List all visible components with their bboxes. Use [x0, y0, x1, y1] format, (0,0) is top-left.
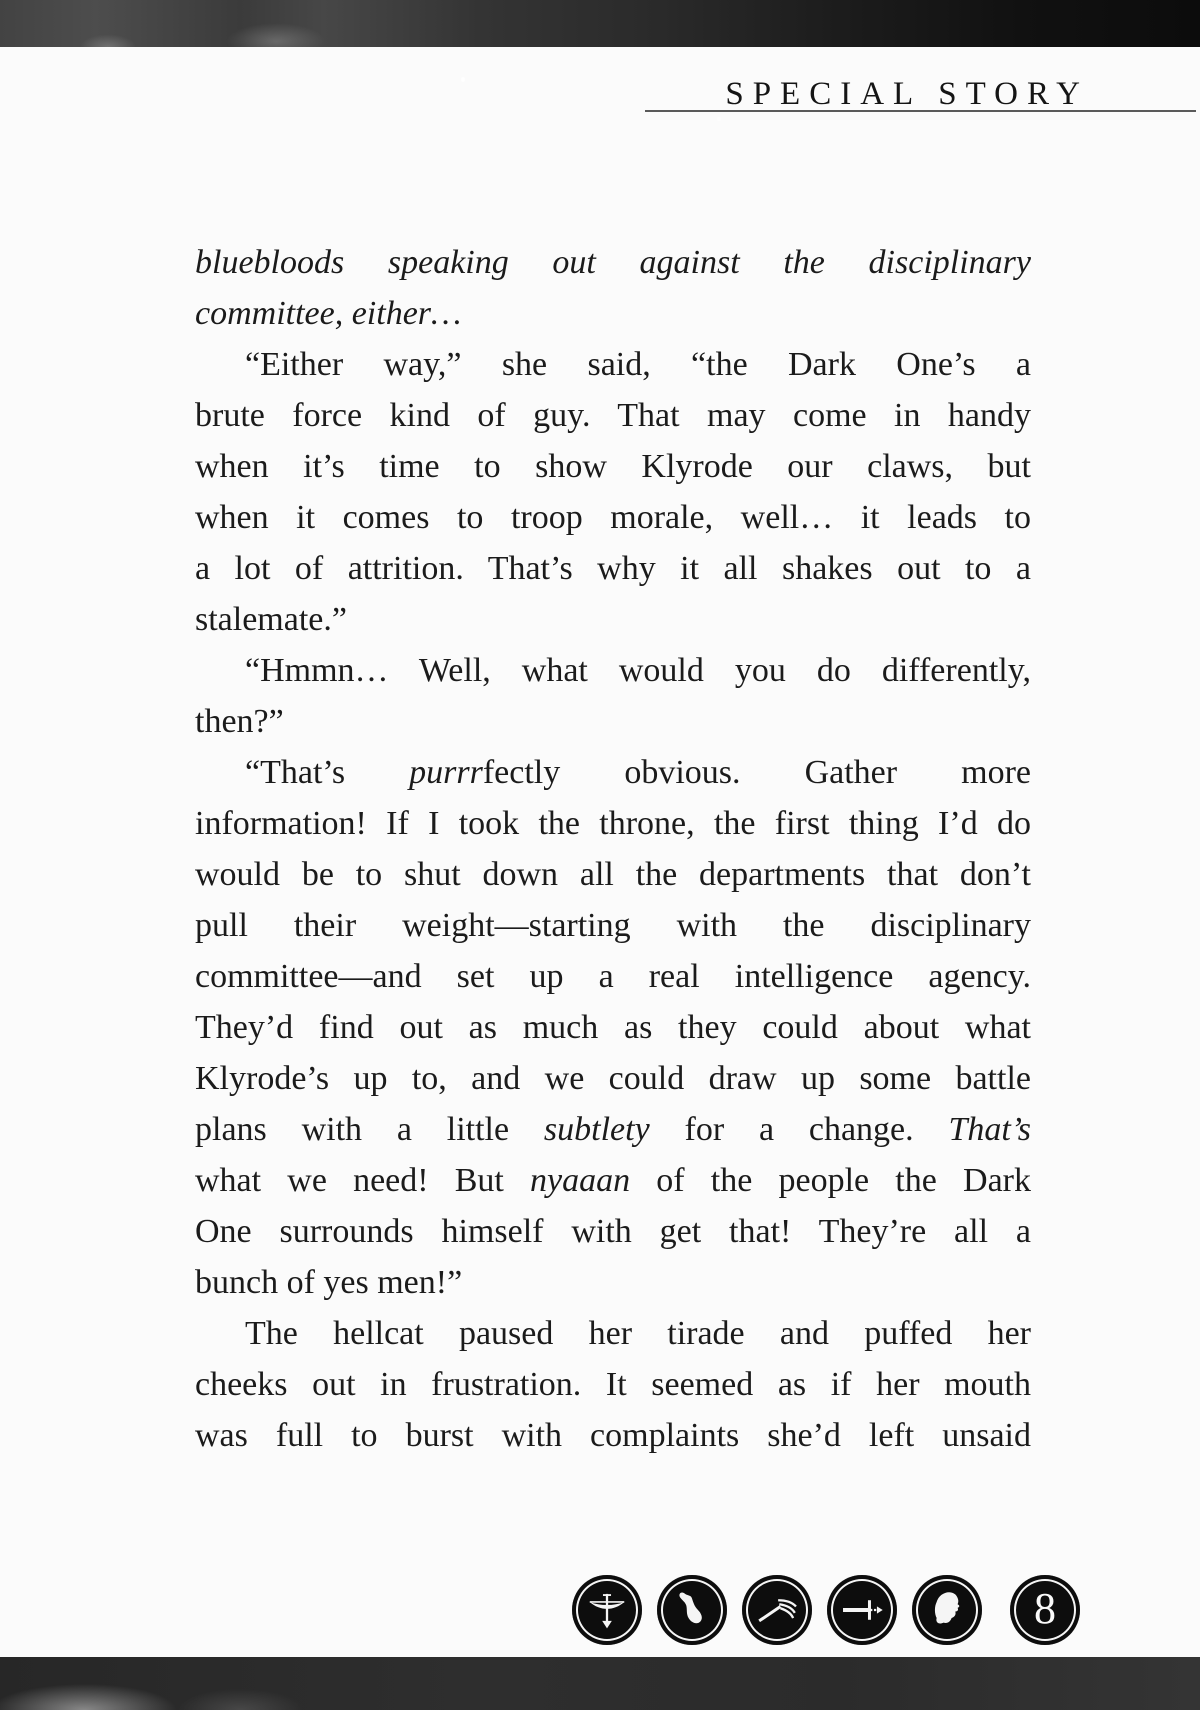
bow-icon — [572, 1575, 642, 1645]
text-line — [195, 288, 1031, 339]
text-line — [195, 798, 1031, 849]
text-line — [195, 237, 1031, 288]
text-segment: fectly obvious. Gather more — [482, 754, 1032, 791]
text-segment: what we need! But — [195, 1162, 531, 1199]
text-segment: One surrounds himself with get that! They’re all a — [195, 1213, 1031, 1250]
text-line — [195, 1359, 1031, 1410]
text-segment: committee—and set up a real intelligence agency. — [195, 958, 1031, 995]
text-line — [195, 390, 1031, 441]
text-line — [195, 1002, 1031, 1053]
text-segment: pull their weight—starting with the disciplinary — [195, 907, 1031, 944]
text-segment: Klyrode’s up to, and we could draw up some battle — [195, 1060, 1031, 1097]
paragraph — [195, 645, 1031, 747]
dust-speck — [717, 117, 721, 121]
dust-speck — [461, 77, 465, 82]
text-line — [195, 441, 1031, 492]
paragraph — [195, 237, 1031, 339]
text-line — [195, 696, 1031, 747]
italic-text: bluebloods speaking out against the disciplinary — [195, 244, 1031, 281]
text-line — [195, 1155, 1031, 1206]
text-line — [195, 339, 1031, 390]
text-line — [195, 1257, 1031, 1308]
pitchfork-icon — [742, 1575, 812, 1645]
text-segment: They’d find out as much as they could about what — [195, 1009, 1031, 1046]
italic-text: purrr — [409, 754, 483, 791]
header-rule — [645, 110, 1196, 112]
text-segment: would be to shut down all the departments that don’t — [195, 856, 1031, 893]
text-line — [195, 645, 1031, 696]
text-segment: for a change. — [649, 1111, 949, 1148]
text-segment: brute force kind of guy. That may come in handy — [195, 397, 1031, 434]
italic-text: subtlety — [543, 1111, 650, 1148]
text-segment: of the people the Dark — [630, 1162, 1031, 1199]
text-segment: “That’s — [245, 754, 410, 791]
text-line — [195, 1104, 1031, 1155]
text-segment: when it comes to troop morale, well… it leads to — [195, 499, 1031, 536]
footer-icon-row — [572, 1575, 1080, 1645]
text-segment: The hellcat paused her tirade and puffed her — [245, 1315, 1031, 1352]
bottom-photo-bar — [0, 1657, 1200, 1710]
text-segment: information! If I took the throne, the first thing I’d do — [195, 805, 1031, 842]
text-segment: then?” — [195, 703, 284, 740]
text-line — [195, 1410, 1031, 1461]
text-line — [195, 900, 1031, 951]
page-title: SPECIAL STORY — [725, 76, 1089, 112]
profile-icon — [912, 1575, 982, 1645]
italic-text: That’s — [948, 1111, 1031, 1148]
text-line — [195, 594, 1031, 645]
text-segment: bunch of yes men!” — [195, 1264, 463, 1301]
paragraph — [195, 1308, 1031, 1461]
text-segment: “Hmmn… Well, what would you do differently, — [245, 652, 1031, 689]
text-segment: stalemate.” — [195, 601, 347, 638]
sword-icon — [827, 1575, 897, 1645]
text-segment: when it’s time to show Klyrode our claws, but — [195, 448, 1031, 485]
text-line — [195, 747, 1031, 798]
paragraph — [195, 339, 1031, 645]
italic-text: nyaaan — [530, 1162, 631, 1199]
page-number: 8 — [1034, 1584, 1056, 1633]
page-number-badge — [1010, 1575, 1080, 1645]
text-line — [195, 951, 1031, 1002]
text-line — [195, 1053, 1031, 1104]
paragraph — [195, 747, 1031, 1308]
meat-icon — [657, 1575, 727, 1645]
text-segment: was full to burst with complaints she’d left unsaid — [195, 1417, 1031, 1454]
text-line — [195, 849, 1031, 900]
text-line — [195, 1308, 1031, 1359]
story-text — [195, 237, 1031, 1461]
text-segment: “Either way,” she said, “the Dark One’s a — [245, 346, 1031, 383]
italic-text: committee, either… — [195, 295, 462, 332]
text-line — [195, 492, 1031, 543]
top-photo-bar — [0, 0, 1200, 47]
text-segment: a lot of attrition. That’s why it all shakes out to a — [195, 550, 1031, 587]
text-line — [195, 1206, 1031, 1257]
text-line — [195, 543, 1031, 594]
text-segment: plans with a little — [195, 1111, 544, 1148]
text-segment: cheeks out in frustration. It seemed as if her mouth — [195, 1366, 1031, 1403]
